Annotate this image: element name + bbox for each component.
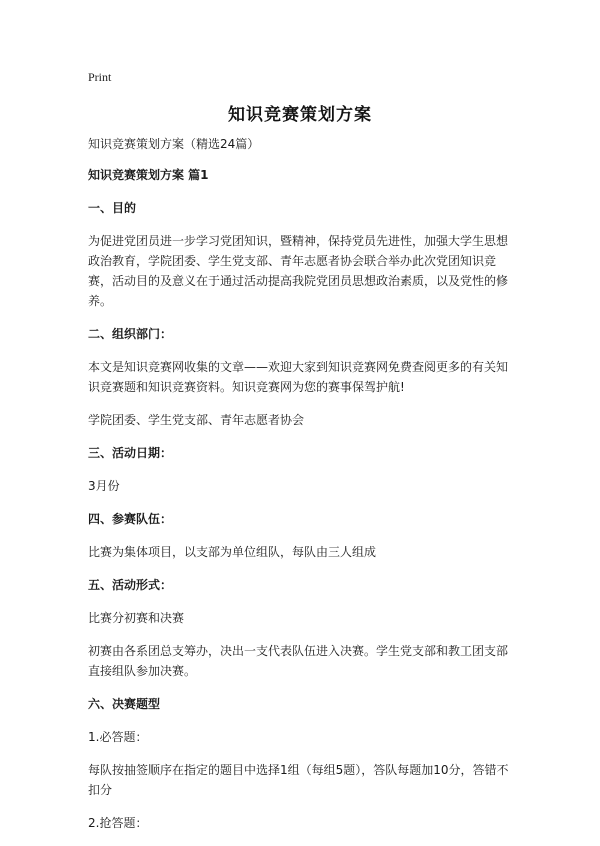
section-heading: 五、活动形式： bbox=[88, 578, 173, 592]
paragraph: 为促进党团员进一步学习党团知识，暨精神，保持党员先进性，加强大学生思想政治教育，学院团委、学生党支部、青年志愿者协会联合举办此次党团知识竞赛，活动目的及意义在于通过活动提高我院党团员思想政治素质，以及党性的修养。 bbox=[88, 234, 509, 308]
document-title: 知识竞赛策划方案 bbox=[228, 105, 372, 125]
section-heading: 一、目的 bbox=[88, 201, 137, 215]
paragraph: 1.必答题： bbox=[88, 730, 148, 744]
paragraph: 学院团委、学生党支部、青年志愿者协会 bbox=[88, 413, 305, 427]
section-heading: 六、决赛题型 bbox=[88, 697, 161, 711]
section-heading: 知识竞赛策划方案 篇1 bbox=[88, 168, 209, 182]
paragraph: 初赛由各系团总支筹办，决出一支代表队伍进入决赛。学生党支部和教工团支部直接组队参加决赛。 bbox=[88, 644, 509, 678]
paragraph: 2.抢答题： bbox=[88, 816, 148, 830]
paragraph: 比赛分初赛和决赛 bbox=[88, 611, 185, 625]
paragraph: 每队按抽签顺序在指定的题目中选择1组（每组5题），答队每题加10分，答错不扣分 bbox=[88, 763, 509, 797]
document-body bbox=[88, 134, 516, 846]
paragraph: 比赛为集体项目，以支部为单位组队，每队由三人组成 bbox=[88, 545, 377, 559]
section-heading: 三、活动日期： bbox=[88, 446, 173, 460]
paragraph: 本文是知识竞赛网收集的文章——欢迎大家到知识竞赛网免费查阅更多的有关知识竞赛题和知识竞赛资料。知识竞赛网为您的赛事保驾护航! bbox=[88, 360, 509, 394]
section-heading: 四、参赛队伍： bbox=[88, 512, 173, 526]
print-label: Print bbox=[88, 70, 112, 84]
paragraph: 3月份 bbox=[88, 479, 120, 493]
document-subtitle: 知识竞赛策划方案（精选24篇） bbox=[88, 137, 260, 151]
section-heading: 二、组织部门： bbox=[88, 327, 173, 341]
